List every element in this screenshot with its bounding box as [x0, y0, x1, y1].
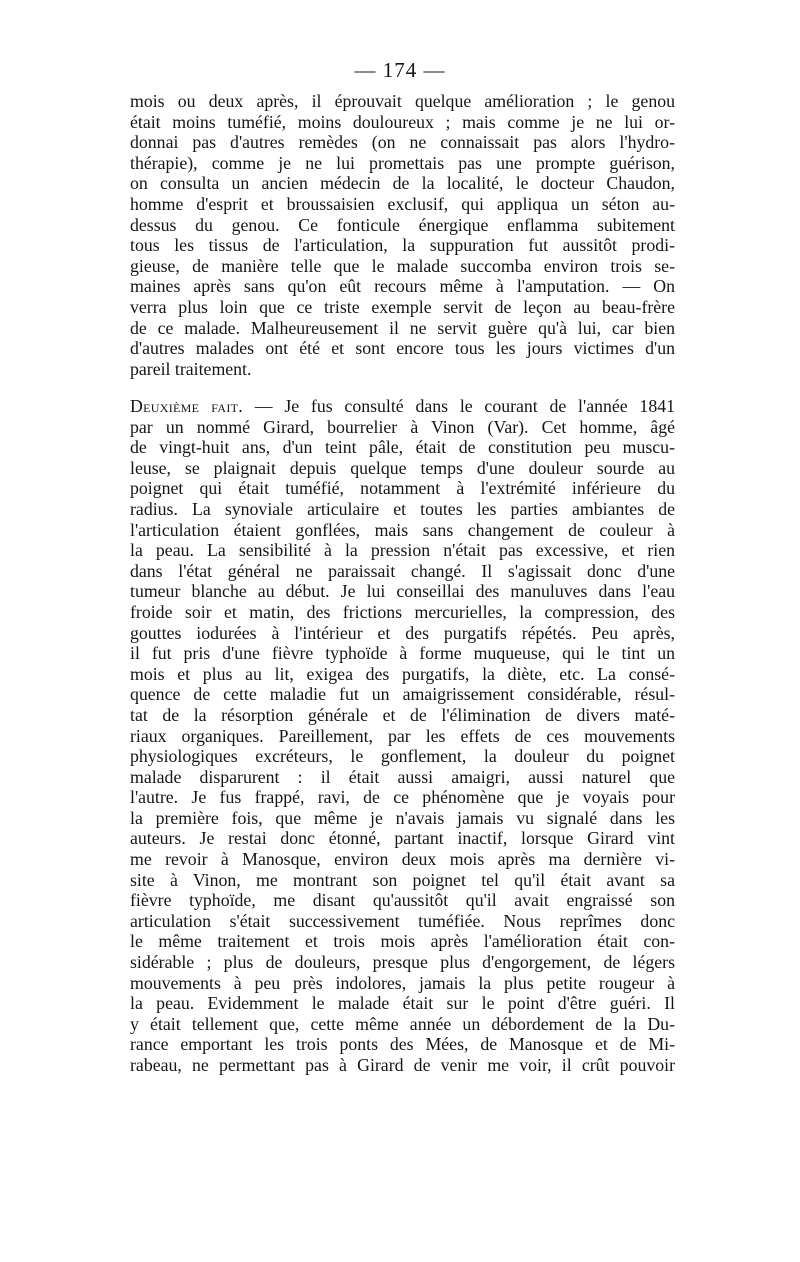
- text-line: me revoir à Manosque, environ deux mois après ma dernière vi-: [130, 849, 675, 870]
- text-line: par un nommé Girard, bourrelier à Vinon (Var). Cet homme, âgé: [130, 416, 675, 437]
- text-line: donnai pas d'autres remèdes (on ne connaissait pas alors l'hydro-: [130, 132, 675, 153]
- text-line: thérapie), comme je ne lui promettais pas une prompte guérison,: [130, 152, 675, 173]
- text-line: quence de cette maladie fut un amaigrissement considérable, résul-: [130, 684, 675, 705]
- text-line: de vingt-huit ans, d'un teint pâle, était de constitution peu muscu-: [130, 437, 675, 458]
- text-line: froide soir et matin, des frictions mercurielles, la compression, des: [130, 601, 675, 622]
- text-line: dessus du genou. Ce fonticule énergique enflamma subitement: [130, 214, 675, 235]
- text-line: physiologiques excréteurs, le gonflement, la douleur du poignet: [130, 746, 675, 767]
- text-line: leuse, se plaignait depuis quelque temps d'une douleur sourde au: [130, 457, 675, 478]
- text-line: tat de la résorption générale et de l'élimination de divers maté-: [130, 704, 675, 725]
- text-line: le même traitement et trois mois après l'amélioration était con-: [130, 931, 675, 952]
- text-line: y était tellement que, cette même année un débordement de la Du-: [130, 1013, 675, 1034]
- text-line: la première fois, que même je n'avais jamais vu signalé dans les: [130, 807, 675, 828]
- text-line: articulation s'était successivement tuméfiée. Nous reprîmes donc: [130, 910, 675, 931]
- text-line: gieuse, de manière telle que le malade succomba environ trois se-: [130, 255, 675, 276]
- text-line: mois et plus au lit, exigea des purgatifs, la diète, etc. La consé-: [130, 663, 675, 684]
- page-number: — 174 —: [354, 58, 446, 82]
- text-line: auteurs. Je restai donc étonné, partant inactif, lorsque Girard vint: [130, 828, 675, 849]
- text-line: malade disparurent : il était aussi amaigri, aussi naturel que: [130, 766, 675, 787]
- text-line: riaux organiques. Pareillement, par les effets de ces mouvements: [130, 725, 675, 746]
- text-line: site à Vinon, me montrant son poignet tel qu'il était avant sa: [130, 869, 675, 890]
- text-line-rest: — Je fus consulté dans le courant de l'année 1841: [243, 396, 675, 416]
- text-line: verra plus loin que ce triste exemple servit de leçon au beau-frère: [130, 296, 675, 317]
- text-line: on consulta un ancien médecin de la localité, le docteur Chaudon,: [130, 173, 675, 194]
- paragraph-2: [130, 396, 675, 1076]
- text-line: tous les tissus de l'articulation, la suppuration fut aussitôt prodi-: [130, 235, 675, 256]
- text-line: la peau. La sensibilité à la pression n'était pas excessive, et rien: [130, 540, 675, 561]
- text-line: pareil traitement.: [130, 358, 252, 379]
- text-line: dans l'état général ne paraissait changé. Il s'agissait donc d'une: [130, 560, 675, 581]
- text-line: l'autre. Je fus frappé, ravi, de ce phénomène que je voyais pour: [130, 787, 675, 808]
- text-line: homme d'esprit et broussaisien exclusif, qui appliqua un séton au-: [130, 193, 675, 214]
- text-line: d'autres malades ont été et sont encore tous les jours victimes d'un: [130, 338, 675, 359]
- text-line: mois ou deux après, il éprouvait quelque amélioration ; le genou: [130, 91, 675, 111]
- text-line: était moins tuméfié, moins douloureux ; mais comme je ne lui or-: [130, 111, 675, 132]
- text-line: mouvements à peu près indolores, jamais la plus petite rougeur à: [130, 972, 675, 993]
- text-line: l'articulation étaient gonflées, mais sans changement de couleur à: [130, 519, 675, 540]
- text-line: radius. La synoviale articulaire et toutes les parties ambiantes de: [130, 498, 675, 519]
- text-line: gouttes iodurées à l'intérieur et des purgatifs répétés. Peu après,: [130, 622, 675, 643]
- text-line: rabeau, ne permettant pas à Girard de venir me voir, il crût pouvoir: [130, 1055, 675, 1075]
- text-line: il fut pris d'une fièvre typhoïde à forme muqueuse, qui le tint un: [130, 643, 675, 664]
- text-line: de ce malade. Malheureusement il ne servit guère qu'à lui, car bien: [130, 317, 675, 338]
- case-heading: Deuxième fait.: [130, 396, 244, 416]
- text-line: la peau. Evidemment le malade était sur le point d'être guéri. Il: [130, 993, 675, 1014]
- text-line: sidérable ; plus de douleurs, presque plus d'engorgement, de légers: [130, 952, 675, 973]
- text-line: tumeur blanche au début. Je lui conseillai des manuluves dans l'eau: [130, 581, 675, 602]
- paragraph-1: [130, 91, 675, 379]
- text-line: fièvre typhoïde, me disant qu'aussitôt qu'il avait engraissé son: [130, 890, 675, 911]
- text-line: rance emportant les trois ponts des Mées, de Manosque et de Mi-: [130, 1034, 675, 1055]
- text-line: poignet qui était tuméfié, notamment à l'extrémité inférieure du: [130, 478, 675, 499]
- text-line: [130, 396, 675, 417]
- text-line: maines après sans qu'on eût recours même à l'amputation. — On: [130, 276, 675, 297]
